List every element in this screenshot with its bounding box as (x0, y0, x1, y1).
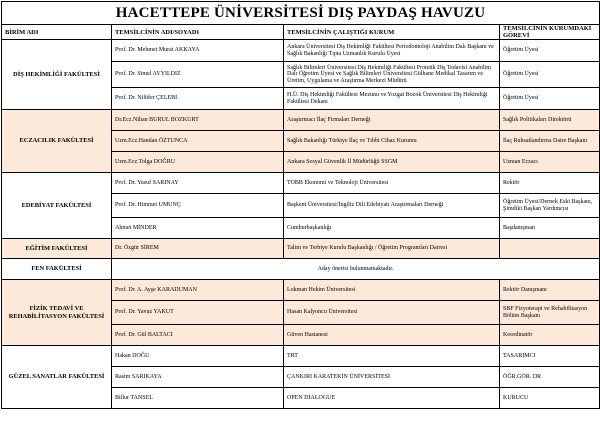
representative-name: Prof. Dr. Himmet UMUNÇ (112, 194, 284, 218)
representative-institution: TOBB Ekonomi ve Teknoloji Üniversitesi (284, 173, 500, 194)
representative-role: Öğretim Üyesi (500, 88, 600, 110)
representative-role: Rektör Danışmanı (500, 280, 600, 301)
representative-name: Uzm.Ecz.Handan ÖZTUNCA (112, 131, 284, 152)
header-unit: BİRİM ADI (2, 25, 112, 40)
representative-institution: Talim ve Terbiye Kurulu Başkanlığı / Öğretim Programları Dairesi (284, 239, 500, 259)
table-row (2, 40, 600, 62)
representative-role: İlaç Ruhsatlandırma Daire Başkanı (500, 131, 600, 152)
representative-institution: Sağlık Bakanlığı Türkiye İlaç ve Tıbbi Cihaz Kurumu (284, 131, 500, 152)
header-role: TEMSİLCİNİN KURUMDAKİ GÖREVİ (500, 25, 600, 40)
representative-role: Öğretim Üyesi/Dernek Eski Başkanı, Şimdiki Başkan Yardımcısı (500, 194, 600, 218)
faculty-name-pharmacy: ECZACILIK FAKÜLTESİ (2, 110, 112, 173)
representative-name: Prof. Dr. Simel AYYILDIZ (112, 62, 284, 88)
page-title: HACETTEPE ÜNİVERSİTESİ DIŞ PAYDAŞ HAVUZU (2, 2, 600, 25)
representative-name: Prof. Dr. Mehmet Murat AKKAYA (112, 40, 284, 62)
table-row (2, 110, 600, 131)
representative-role: Sağlık Politikaları Direktörü (500, 110, 600, 131)
representative-role (500, 239, 600, 259)
representative-role: Koordinatör (500, 325, 600, 346)
representative-institution: Ankara Üniversitesi Diş Hekimliği Fakültesi Periodontoloji Anabilim Dalı Başkanı ve Sağlık Bakanlığı Tıpta Uzmanlık Kurulu Üyesi (284, 40, 500, 62)
representative-role: Başdanışman (500, 218, 600, 239)
table-row (2, 259, 600, 280)
representative-role: ÖĞR.GÖR. DR (500, 367, 600, 388)
representative-name: Prof. Dr. Yavuz YAKUT (112, 301, 284, 325)
representative-role: Öğretim Üyesi (500, 62, 600, 88)
representative-role: TASARIMCI (500, 346, 600, 367)
representative-name: Dr. Özgür SİREM (112, 239, 284, 259)
faculty-name-dentistry: DİŞ HEKİMLİĞİ FAKÜLTESİ (2, 40, 112, 110)
representative-role: Uzman Eczacı (500, 152, 600, 173)
representative-institution: Sağlık Bilimleri Üniversitesi Diş Hekimliği Fakültesi Protetik Diş Tedavisi Anabilim Dalı Öğretim Üyesi ve Sağlık Bilimleri Üniversitesi Gülhane Medikal Tasarım ve Üretim, Uygulama ve Araştırma Merkezi Müdürü (284, 62, 500, 88)
header-name: TEMSİLCİNİN ADI/SOYADI (112, 25, 284, 40)
representative-name: Prof. Dr. Nilüfer ÇELEBİ (112, 88, 284, 110)
representative-name: Ahmet MİNDER (112, 218, 284, 239)
header-institution: TEMSİLCİNİN ÇALIŞTIĞI KURUM (284, 25, 500, 40)
representative-institution: ÇANKIRI KARATEKİN ÜNİVERSİTESİ (284, 367, 500, 388)
faculty-name-letters: EDEBİYAT FAKÜLTESİ (2, 173, 112, 239)
representative-name: Dr.Ecz.Nihan BURUL BOZKURT (112, 110, 284, 131)
representative-role: KURUCU (500, 388, 600, 409)
table-row (2, 173, 600, 194)
faculty-name-physiotherapy: FİZİK TEDAVİ VE REHABİLİTASYON FAKÜLTESİ (2, 280, 112, 346)
representative-name: Prof. Dr. Gül BALTACI (112, 325, 284, 346)
representative-institution: OPEN DIALOGUE (284, 388, 500, 409)
representative-institution: Başkent Üniversitesi/İngiliz Dili Edebiyatı Araştırmaları Derneği (284, 194, 500, 218)
faculty-name-education: EĞİTİM FAKÜLTESİ (2, 239, 112, 259)
representative-name: Uzm.Ecz.Tolga DOĞRU (112, 152, 284, 173)
representative-name: Rasim SARIKAYA (112, 367, 284, 388)
no-candidate-note: Aday önerisi bulunmamaktadır. (112, 259, 600, 280)
representative-institution: Cumhurbaşkanlığı (284, 218, 500, 239)
stakeholder-table (1, 1, 600, 409)
representative-institution: TRT (284, 346, 500, 367)
representative-role: Rektör (500, 173, 600, 194)
representative-name: Hakan DOĞU (112, 346, 284, 367)
representative-institution: Araştırmacı İlaç Firmaları Derneği (284, 110, 500, 131)
representative-role: SBF Fizyoterapi ve Rehabilitasyon Bölüm Başkanı (500, 301, 600, 325)
representative-institution: Ankara Sosyal Güvenlik İl Müdürlüğü SSGM (284, 152, 500, 173)
table-row (2, 239, 600, 259)
representative-name: Prof. Dr. Yusuf SARINAY (112, 173, 284, 194)
representative-role: Öğretim Üyesi (500, 40, 600, 62)
faculty-name-fine-arts: GÜZEL SANATLAR FAKÜLTESİ (2, 346, 112, 409)
table-row (2, 346, 600, 367)
representative-institution: Hasan Kalyoncu Üniversitesi (284, 301, 500, 325)
representative-institution: H.Ü. Diş Hekimliği Fakültesi Mezunu ve Yozgat Bozok Üniversitesi Diş Hekimliği Fakültesi Dekanı (284, 88, 500, 110)
representative-name: Billur TANSEL (112, 388, 284, 409)
representative-institution: Güven Hastanesi (284, 325, 500, 346)
representative-institution: Lokman Hekim Üniversitesi (284, 280, 500, 301)
faculty-name-science: FEN FAKÜLTESİ (2, 259, 112, 280)
representative-name: Prof. Dr. A. Ayşe KARADUMAN (112, 280, 284, 301)
table-row (2, 280, 600, 301)
